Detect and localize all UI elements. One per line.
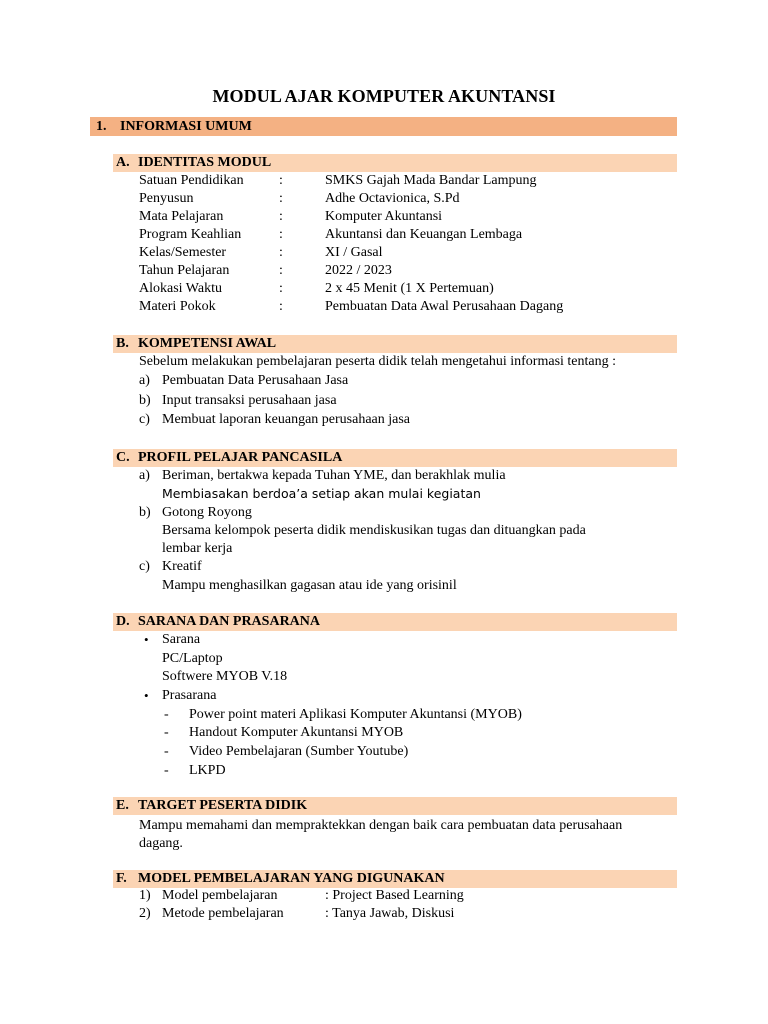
identitas-value: XI / Gasal — [325, 245, 383, 260]
model-label: Metode pembelajaran — [162, 906, 284, 921]
identitas-separator: : — [279, 299, 283, 314]
identitas-separator: : — [279, 227, 283, 242]
sarana-item: PC/Laptop — [162, 651, 223, 666]
kompetensi-intro: Sebelum melakukan pembelajaran peserta didik telah mengetahui informasi tentang : — [139, 354, 617, 369]
subsection-label: KOMPETENSI AWAL — [138, 336, 277, 351]
subsection-label: PROFIL PELAJAR PANCASILA — [138, 450, 343, 465]
subsection-heading-target — [113, 797, 677, 815]
subsection-heading-identitas — [113, 154, 677, 172]
identitas-label: Materi Pokok — [139, 299, 216, 314]
list-text: Pembuatan Data Perusahaan Jasa — [162, 373, 349, 388]
list-marker: a) — [139, 468, 150, 483]
subsection-letter: C. — [116, 450, 130, 465]
list-text: Input transaksi perusahaan jasa — [162, 393, 337, 408]
subsection-label: MODEL PEMBELAJARAN YANG DIGUNAKAN — [138, 871, 445, 886]
document-title: MODUL AJAR KOMPUTER AKUNTANSI — [212, 86, 556, 106]
identitas-label: Alokasi Waktu — [139, 281, 222, 296]
subsection-label: TARGET PESERTA DIDIK — [138, 798, 308, 813]
target-text: dagang. — [139, 836, 183, 851]
subsection-label: IDENTITAS MODUL — [138, 155, 272, 170]
identitas-label: Program Keahlian — [139, 227, 242, 242]
sarana-label: Sarana — [162, 632, 201, 647]
subsection-heading-model — [113, 870, 677, 888]
subsection-letter: A. — [116, 155, 130, 170]
profil-item-desc: Mampu menghasilkan gagasan atau ide yang orisinil — [162, 578, 457, 593]
subsection-letter: E. — [116, 798, 129, 813]
identitas-separator: : — [279, 281, 283, 296]
subsection-letter: B. — [116, 336, 129, 351]
target-text: Mampu memahami dan mempraktekkan dengan baik cara pembuatan data perusahaan — [139, 818, 623, 833]
profil-item-title: Gotong Royong — [162, 505, 252, 520]
prasarana-label: Prasarana — [162, 688, 217, 703]
prasarana-item: Power point materi Aplikasi Komputer Akuntansi (MYOB) — [189, 707, 522, 722]
identitas-value: Komputer Akuntansi — [325, 209, 443, 224]
identitas-separator: : — [279, 263, 283, 278]
dash-marker: - — [164, 763, 169, 778]
identitas-label: Kelas/Semester — [139, 245, 227, 260]
identitas-value: Akuntansi dan Keuangan Lembaga — [325, 227, 523, 242]
subsection-heading-sarana — [113, 613, 677, 631]
list-text: Membuat laporan keuangan perusahaan jasa — [162, 412, 411, 427]
identitas-value: Pembuatan Data Awal Perusahaan Dagang — [325, 299, 564, 314]
identitas-label: Mata Pelajaran — [139, 209, 224, 224]
model-label: Model pembelajaran — [162, 888, 278, 903]
bullet-icon: • — [144, 632, 149, 647]
list-marker: c) — [139, 559, 150, 574]
dash-marker: - — [164, 744, 169, 759]
identitas-separator: : — [279, 245, 283, 260]
list-marker: b) — [139, 505, 151, 520]
bullet-icon: • — [144, 688, 149, 703]
dash-marker: - — [164, 707, 169, 722]
identitas-value: Adhe Octavionica, S.Pd — [325, 191, 460, 206]
profil-item-desc: Bersama kelompok peserta didik mendiskusikan tugas dan dituangkan pada — [162, 523, 586, 538]
identitas-value: 2022 / 2023 — [325, 263, 392, 278]
profil-item-title: Beriman, bertakwa kepada Tuhan YME, dan berakhlak mulia — [162, 468, 506, 483]
identitas-separator: : — [279, 209, 283, 224]
identitas-label: Tahun Pelajaran — [139, 263, 230, 278]
profil-item-desc: Membiasakan berdoa’a setiap akan mulai kegiatan — [162, 486, 481, 501]
model-value: : Project Based Learning — [325, 888, 464, 903]
identitas-separator: : — [279, 173, 283, 188]
list-marker: c) — [139, 412, 150, 427]
section-number: 1. — [96, 119, 107, 134]
identitas-label: Satuan Pendidikan — [139, 173, 244, 188]
subsection-heading-profil — [113, 449, 677, 467]
dash-marker: - — [164, 725, 169, 740]
list-marker: 2) — [139, 906, 151, 921]
profil-item-title: Kreatif — [162, 559, 202, 574]
subsection-letter: F. — [116, 871, 127, 886]
identitas-value: 2 x 45 Menit (1 X Pertemuan) — [325, 281, 494, 296]
prasarana-item: LKPD — [189, 763, 226, 778]
sarana-item: Softwere MYOB V.18 — [162, 669, 288, 684]
subsection-label: SARANA DAN PRASARANA — [138, 614, 321, 629]
identitas-value: SMKS Gajah Mada Bandar Lampung — [325, 173, 537, 188]
section-heading-informasi-umum — [90, 117, 677, 136]
subsection-heading-kompetensi — [113, 335, 677, 353]
prasarana-item: Video Pembelajaran (Sumber Youtube) — [189, 744, 409, 759]
list-marker: a) — [139, 373, 150, 388]
identitas-separator: : — [279, 191, 283, 206]
section-label: INFORMASI UMUM — [120, 119, 252, 134]
identitas-label: Penyusun — [139, 191, 194, 206]
list-marker: 1) — [139, 888, 151, 903]
prasarana-item: Handout Komputer Akuntansi MYOB — [189, 725, 404, 740]
profil-item-desc: lembar kerja — [162, 541, 233, 556]
list-marker: b) — [139, 393, 151, 408]
model-value: : Tanya Jawab, Diskusi — [325, 906, 455, 921]
subsection-letter: D. — [116, 614, 130, 629]
